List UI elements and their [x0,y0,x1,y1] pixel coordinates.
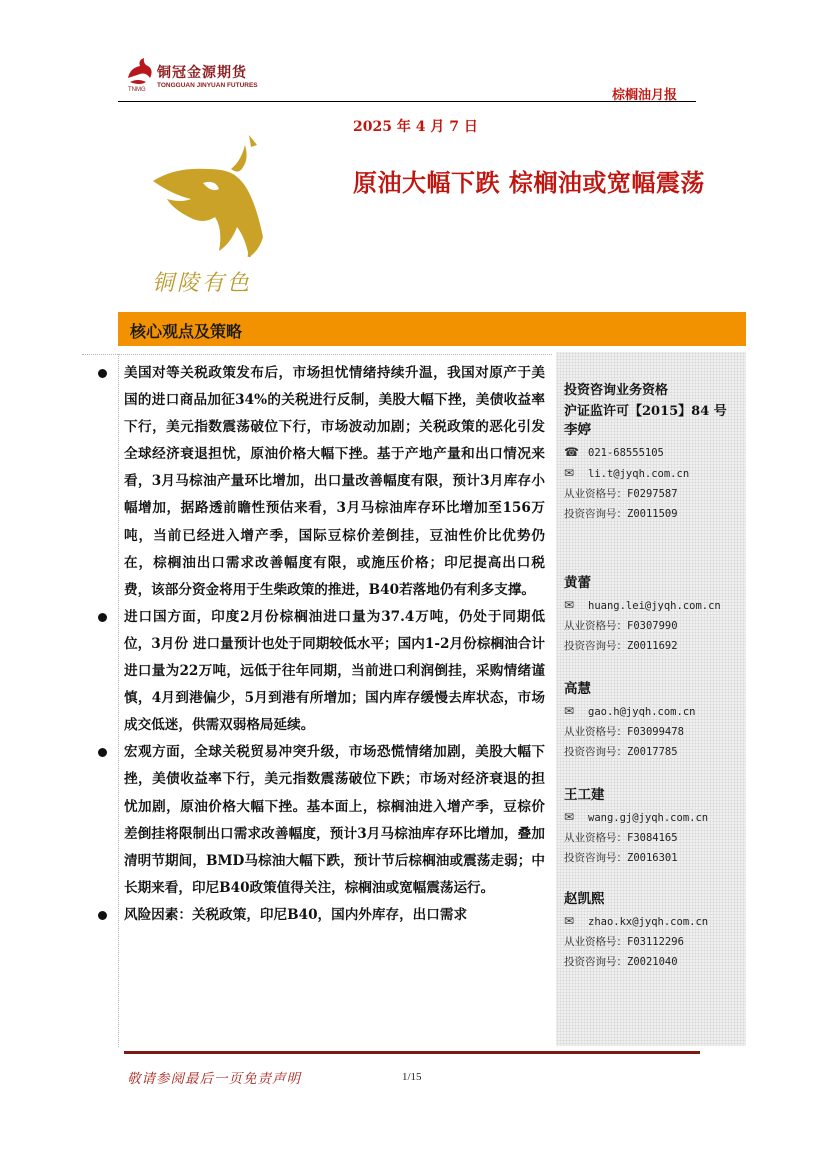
paragraph-text: 美国对等关税政策发布后，市场担忧情绪持续升温，我国对原产于美国的进口商品加征34%的关税进行反制，美股大幅下挫，美债收益率下行，美元指数震荡破位下行，市场波动加剧；关税政策的恶化引发全球经济衰退担忧，原油价格大幅下挫。基于产地产量和出口情况来看，3月马棕油产量环比增加，出口量改善幅度有限，预计3月库存小幅增加，据路透前瞻性预估来看，3月马棕油库存环比增加至156万吨，当前已经进入增产季，国际豆棕价差倒挂，豆油性价比优势仍在，棕榈油出口需求改善幅度有限，或施压价格；印尼提高出口税费，该部分资金将用于生柴政策的推进，B40若落地仍有利多支撑。 [124,365,545,598]
analyst-cert: 从业资格号：F0297587 [564,488,678,500]
analyst-cert: 从业资格号：F3084165 [564,832,678,844]
analyst-name: 高慧 [564,681,591,697]
analyst-email[interactable]: li.t@jyqh.com.cn [588,468,690,480]
paragraph-text: 宏观方面，全球关税贸易冲突升级，市场恐慌情绪加剧，美股大幅下挫，美债收益率下行，美元指数震荡破位下跌；市场对经济衰退的担忧加剧，原油价格大幅下挫。基本面上，棕榈油进入增产季，豆棕价差倒挂将限制出口需求改善幅度，预计3月马棕油库存环比增加，叠加清明节期间，BMD马棕油大幅下跌，预计节后棕榈油或震荡走弱；中长期来看，印尼B40政策值得关注，棕榈油或宽幅震荡运行。 [124,744,545,896]
header-divider [118,101,696,102]
analyst-name: 赵凯熙 [564,891,605,907]
footer-divider [124,1051,700,1054]
report-type: 棕榈油月报 [612,88,678,103]
company-name-cn: 铜冠金源期货 [157,65,247,81]
analyst-email[interactable]: gao.h@jyqh.com.cn [588,706,696,718]
phone-icon: ☎ [564,445,579,459]
mail-icon: ✉ [564,704,575,718]
report-date: 2025 年 4 月 7 日 [353,119,478,135]
calligraphy-signature: 铜陵有色 [152,271,253,296]
bullet-icon [98,911,107,920]
page-number: 1/15 [402,1071,422,1083]
mail-icon: ✉ [564,598,575,612]
paragraph-text: 风险因素：关税政策，印尼B40，国内外库存，出口需求 [124,906,468,923]
mail-icon: ✉ [564,810,575,824]
analyst-name: 李婷 [564,422,591,438]
analyst-cert: 从业资格号：F03099478 [564,726,684,738]
section-title: 核心观点及策略 [130,322,243,341]
bullet-icon [98,369,107,378]
analyst-email[interactable]: zhao.kx@jyqh.com.cn [588,916,709,928]
paragraph-text: 进口国方面，印度2月份棕榈油进口量为37.4万吨，仍处于同期低位，3月份 进口量预计也处于同期较低水平；国内1-2月份棕榈油合计进口量为22万吨，远低于往年同期，当前进口利润倒挂，采购情绪谨慎，4月到港偏少，5月到港有所增加；国内库存缓慢去库状态，市场成交低迷，供需双弱格局延续。 [124,608,545,734]
analyst-advisory: 投资咨询号：Z0011692 [564,640,678,652]
analyst-name: 王工建 [564,787,605,803]
analyst-card [564,783,708,868]
license-number: 沪证监许可【2015】84 号 [564,404,727,419]
mail-icon: ✉ [564,914,575,928]
email-line [564,463,689,484]
disclaimer-link[interactable]: 敬请参阅最后一页免责声明 [127,1071,301,1087]
email-line [564,911,708,932]
analyst-phone: 021-68555105 [588,447,664,459]
analyst-advisory: 投资咨询号：Z0021040 [564,956,678,968]
mail-icon: ✉ [564,466,575,480]
analyst-email[interactable]: wang.gj@jyqh.com.cn [588,812,709,824]
phone-line [564,442,689,463]
qualification-title: 投资咨询业务资格 [564,383,669,398]
viewpoint-paragraph [100,604,545,739]
analyst-advisory: 投资咨询号：Z0016301 [564,852,678,864]
email-line [564,807,708,828]
analyst-advisory: 投资咨询号：Z0011509 [564,508,678,520]
viewpoint-paragraph [100,739,545,902]
analyst-name: 黄蕾 [564,575,591,591]
analyst-card [564,677,695,762]
analyst-card [564,887,708,972]
section-header-bar [118,312,746,346]
bullet-icon [98,748,107,757]
analyst-card [564,571,721,656]
viewpoint-paragraph [100,360,545,604]
core-views-body [100,360,545,929]
analyst-email[interactable]: huang.lei@jyqh.com.cn [588,600,721,612]
analyst-sidebar [556,352,746,1046]
analyst-cert: 从业资格号：F03112296 [564,936,684,948]
viewpoint-paragraph [100,902,545,929]
analyst-card [564,418,689,524]
qualification-block [564,380,727,422]
company-name-en: TONGGUAN JINYUAN FUTURES [157,82,258,89]
analyst-cert: 从业资格号：F0307990 [564,620,678,632]
email-line [564,595,721,616]
analyst-advisory: 投资咨询号：Z0017785 [564,746,678,758]
report-title: 原油大幅下跌 棕榈油或宽幅震荡 [353,168,705,197]
email-line [564,701,695,722]
emblem-icon [145,133,270,268]
logo-abbreviation: TNMG [128,87,146,93]
bullet-icon [98,613,107,622]
dotted-guide-top [82,354,552,355]
